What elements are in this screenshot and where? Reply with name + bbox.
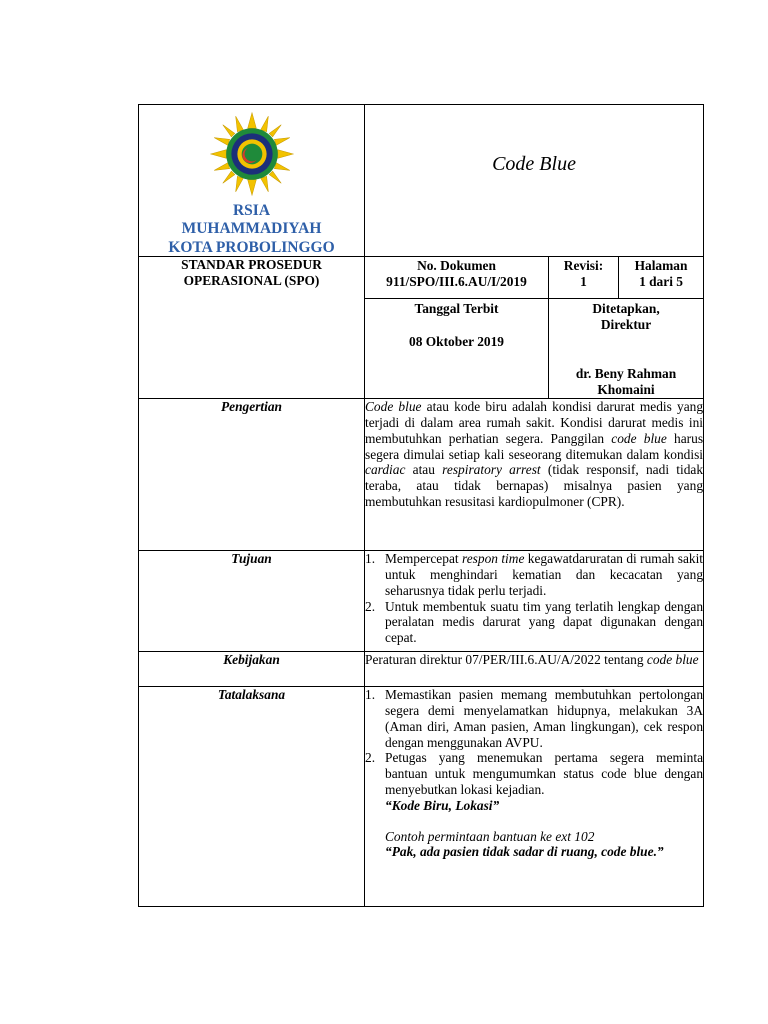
example-label: Contoh permintaan bantuan ke ext 102 [385, 828, 595, 844]
section-label-kebijakan [139, 652, 365, 687]
tatalaksana-item2: Petugas yang menemukan pertama segera meminta bantuan untuk mengumumkan status code blue dengan menyebutkan lokasi kejadian. [385, 750, 704, 798]
tatalaksana-label: Tatalaksana [217, 687, 286, 703]
director-name-line2: Khomaini [597, 381, 655, 397]
list-number: 1. [365, 551, 376, 567]
approved-role: Direktur [600, 317, 652, 333]
page-label: Halaman [634, 258, 688, 274]
tujuan-item1-c: kegawatdaruratan di rumah sakit untuk menghindari kematian dan kecacatan yang seharusnya tidak perlu terjadi. [385, 551, 704, 598]
tujuan-item1-a: Mempercepat [385, 551, 462, 567]
kebijakan-text [365, 652, 703, 668]
list-number: 2. [365, 750, 376, 766]
doc-number-cell [365, 257, 549, 299]
page-cell [619, 257, 704, 299]
list-number: 2. [365, 598, 376, 614]
tujuan-item1-b: respon time [462, 551, 525, 567]
spo-title-line2: OPERASIONAL (SPO) [183, 273, 320, 289]
pengertian-term: Code blue [365, 399, 422, 415]
tujuan-label: Tujuan [231, 551, 272, 567]
tujuan-item2: Untuk membentuk suatu tim yang terlatih lengkap dengan peralatan medis darurat yang dapat digunakan dengan cepat. [385, 598, 704, 646]
hospital-name-line3: KOTA PROBOLINGGO [168, 238, 335, 256]
pengertian-part4: harus segera dimulai setiap kali seseorang ditemukan dalam kondisi [365, 430, 704, 462]
doc-number-value: 911/SPO/III.6.AU/I/2019 [386, 274, 527, 290]
pengertian-part5: cardiac [365, 462, 406, 478]
example-quote: “Pak, ada pasien tidak sadar di ruang, code blue.” [385, 844, 664, 860]
muhammadiyah-logo-icon [209, 111, 295, 197]
list-item [365, 599, 703, 646]
logo-cell [139, 105, 365, 257]
pengertian-part6: atau [405, 462, 443, 478]
list-number: 1. [365, 687, 376, 703]
kebijakan-text-italic: code blue [646, 652, 699, 668]
kebijakan-label: Kebijakan [223, 652, 280, 668]
spo-table [138, 104, 704, 907]
pengertian-label: Pengertian [220, 399, 282, 415]
pengertian-part7: respiratory arrest [442, 462, 541, 478]
hospital-name-line2: MUHAMMADIYAH [181, 220, 322, 238]
code-quote: “Kode Biru, Lokasi” [385, 797, 500, 813]
kebijakan-text-main: Peraturan direktur 07/PER/III.6.AU/A/2022 tentang [365, 652, 647, 668]
revision-cell [549, 257, 619, 299]
approved-label: Ditetapkan, [592, 301, 660, 317]
tatalaksana-item1: Memastikan pasien memang membutuhkan pertolongan segera demi menyelamatkan hidupnya, melakukan 3A (Aman diri, Aman pasien, Aman lingkungan), cek respon dengan menggunakan AVPU. [385, 687, 704, 750]
list-item [365, 551, 703, 598]
issue-date-label: Tanggal Terbit [414, 301, 499, 317]
issue-date-value: 08 Oktober 2019 [409, 334, 504, 350]
tujuan-list [365, 551, 703, 646]
spo-title-line1: STANDAR PROSEDUR [181, 257, 322, 273]
pengertian-part3: code blue [611, 430, 667, 446]
section-body-tujuan [365, 551, 704, 652]
pengertian-part2: atau kode biru adalah kondisi darurat medis yang terjadi di dalam area rumah sakit. Kondisi darurat medis ini membutuhkan perhatian segera. Panggilan [365, 399, 704, 446]
title-cell [365, 105, 704, 257]
section-label-tujuan [139, 551, 365, 652]
tatalaksana-list [365, 687, 703, 860]
issue-date-cell [365, 299, 549, 399]
spo-title-cell [139, 257, 365, 399]
document-title: Code Blue [492, 153, 576, 175]
revision-value: 1 [580, 274, 587, 290]
section-label-tatalaksana [139, 687, 365, 907]
approval-cell [549, 299, 704, 399]
section-body-pengertian [365, 399, 704, 551]
section-body-kebijakan [365, 652, 704, 687]
revision-label: Revisi: [563, 258, 604, 274]
list-item [365, 750, 703, 860]
list-item [365, 687, 703, 750]
pengertian-part8: (tidak responsif, nadi tidak teraba, atau tidak bernapas) misalnya pasien yang membutuhkan resusitasi kardiopulmoner (CPR). [365, 462, 704, 510]
pengertian-text [365, 399, 703, 510]
director-name-line1: dr. Beny Rahman [575, 365, 677, 381]
section-body-tatalaksana [365, 687, 704, 907]
page-value: 1 dari 5 [639, 274, 683, 290]
section-label-pengertian [139, 399, 365, 551]
hospital-name-line1: RSIA [232, 201, 271, 219]
doc-number-label: No. Dokumen [417, 258, 496, 274]
